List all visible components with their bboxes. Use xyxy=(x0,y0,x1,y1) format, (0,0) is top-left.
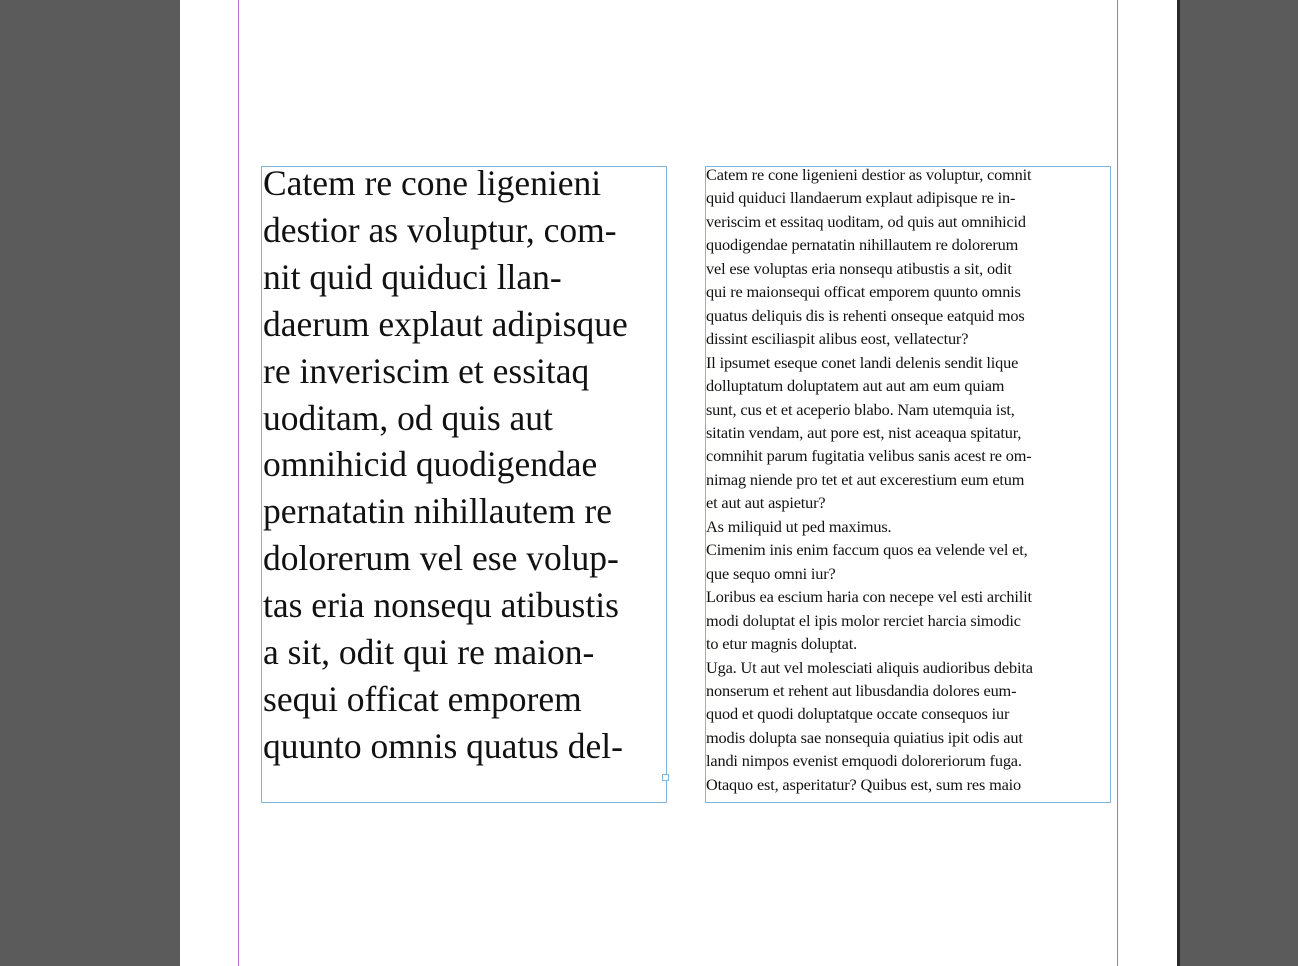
text-line: qui re maionsequi officat emporem quunto omnis xyxy=(706,282,1021,302)
text-line: sitatin vendam, aut pore est, nist aceaqua spitatur, xyxy=(706,422,1022,442)
text-line: a sit, odit qui re maion- xyxy=(263,632,595,673)
text-line: modis dolupta sae nonsequia quiatius ipit odis aut xyxy=(706,727,1023,747)
small-frame-text[interactable] xyxy=(706,166,1110,796)
text-line: Loribus ea escium haria con necepe vel esti archilit xyxy=(706,587,1032,607)
large-text-frame[interactable] xyxy=(261,166,667,803)
overset-text-handle[interactable] xyxy=(662,774,669,781)
text-line: modi doluptat el ipis molor rerciet harcia simodic xyxy=(706,610,1021,630)
text-line: re inveriscim et essitaq xyxy=(263,350,590,391)
text-line: quodigendae pernatatin nihillautem re dolorerum xyxy=(706,235,1019,255)
text-line: que sequo omni iur? xyxy=(706,563,836,583)
text-line: As miliquid ut ped maximus. xyxy=(706,516,892,536)
text-line: quunto omnis quatus del- xyxy=(263,725,623,766)
text-line: pernatatin nihillautem re xyxy=(263,491,612,532)
text-line: sequi officat emporem xyxy=(263,678,582,719)
text-line: dolorerum vel ese volup- xyxy=(263,538,619,579)
text-line: tas eria nonsequ atibustis xyxy=(263,585,619,626)
page-shadow xyxy=(1177,0,1180,966)
text-line: veriscim et essitaq uoditam, od quis aut omnihicid xyxy=(706,211,1026,231)
text-line: Il ipsumet eseque conet landi delenis sendit lique xyxy=(706,352,1019,372)
text-line: Cimenim inis enim faccum quos ea velende vel et, xyxy=(706,540,1028,560)
text-line: Catem re cone ligenieni xyxy=(263,166,602,203)
text-line: landi nimpos evenist emquodi doloreriorum fuga. xyxy=(706,751,1022,771)
text-line: to etur magnis doluptat. xyxy=(706,634,858,654)
small-text-frame[interactable] xyxy=(705,166,1111,803)
text-line: nimag niende pro tet et aut excerestium eum etum xyxy=(706,469,1025,489)
text-line: Uga. Ut aut vel molesciati aliquis audioribus debita xyxy=(706,657,1033,677)
text-line: et aut aut aspietur? xyxy=(706,493,826,513)
text-line: dissint esciliaspit alibus eost, vellatectur? xyxy=(706,329,969,349)
text-line: daerum explaut adipisque xyxy=(263,303,628,344)
text-line: nit quid quiduci llan- xyxy=(263,256,562,297)
right-margin-guide xyxy=(1117,0,1118,966)
text-line: vel ese voluptas eria nonsequ atibustis a sit, odit xyxy=(706,258,1012,278)
text-line: nonserum et rehent aut libusdandia dolores eum- xyxy=(706,680,1017,700)
text-line: quid quiduci llandaerum explaut adipisque re in- xyxy=(706,188,1016,208)
text-line: quod et quodi doluptatque occate consequos iur xyxy=(706,704,1010,724)
text-line: Otaquo est, asperitatur? Quibus est, sum res maio xyxy=(706,774,1022,794)
left-margin-guide xyxy=(238,0,239,966)
text-line: dolluptatum doluptatem aut aut am eum quiam xyxy=(706,376,1005,396)
text-line: Catem re cone ligenieni destior as voluptur, comnit xyxy=(706,166,1032,184)
text-line: comnihit parum fugitatia velibus sanis acest re om- xyxy=(706,446,1032,466)
text-line: quatus deliquis dis is rehenti onseque eatquid mos xyxy=(706,305,1025,325)
text-line: omnihicid quodigendae xyxy=(263,444,598,485)
text-line: sunt, cus et et aceperio blabo. Nam utemquia ist, xyxy=(706,399,1015,419)
text-line: uoditam, od quis aut xyxy=(263,397,553,438)
large-frame-text[interactable] xyxy=(262,166,666,770)
text-line: destior as voluptur, com- xyxy=(263,209,617,250)
